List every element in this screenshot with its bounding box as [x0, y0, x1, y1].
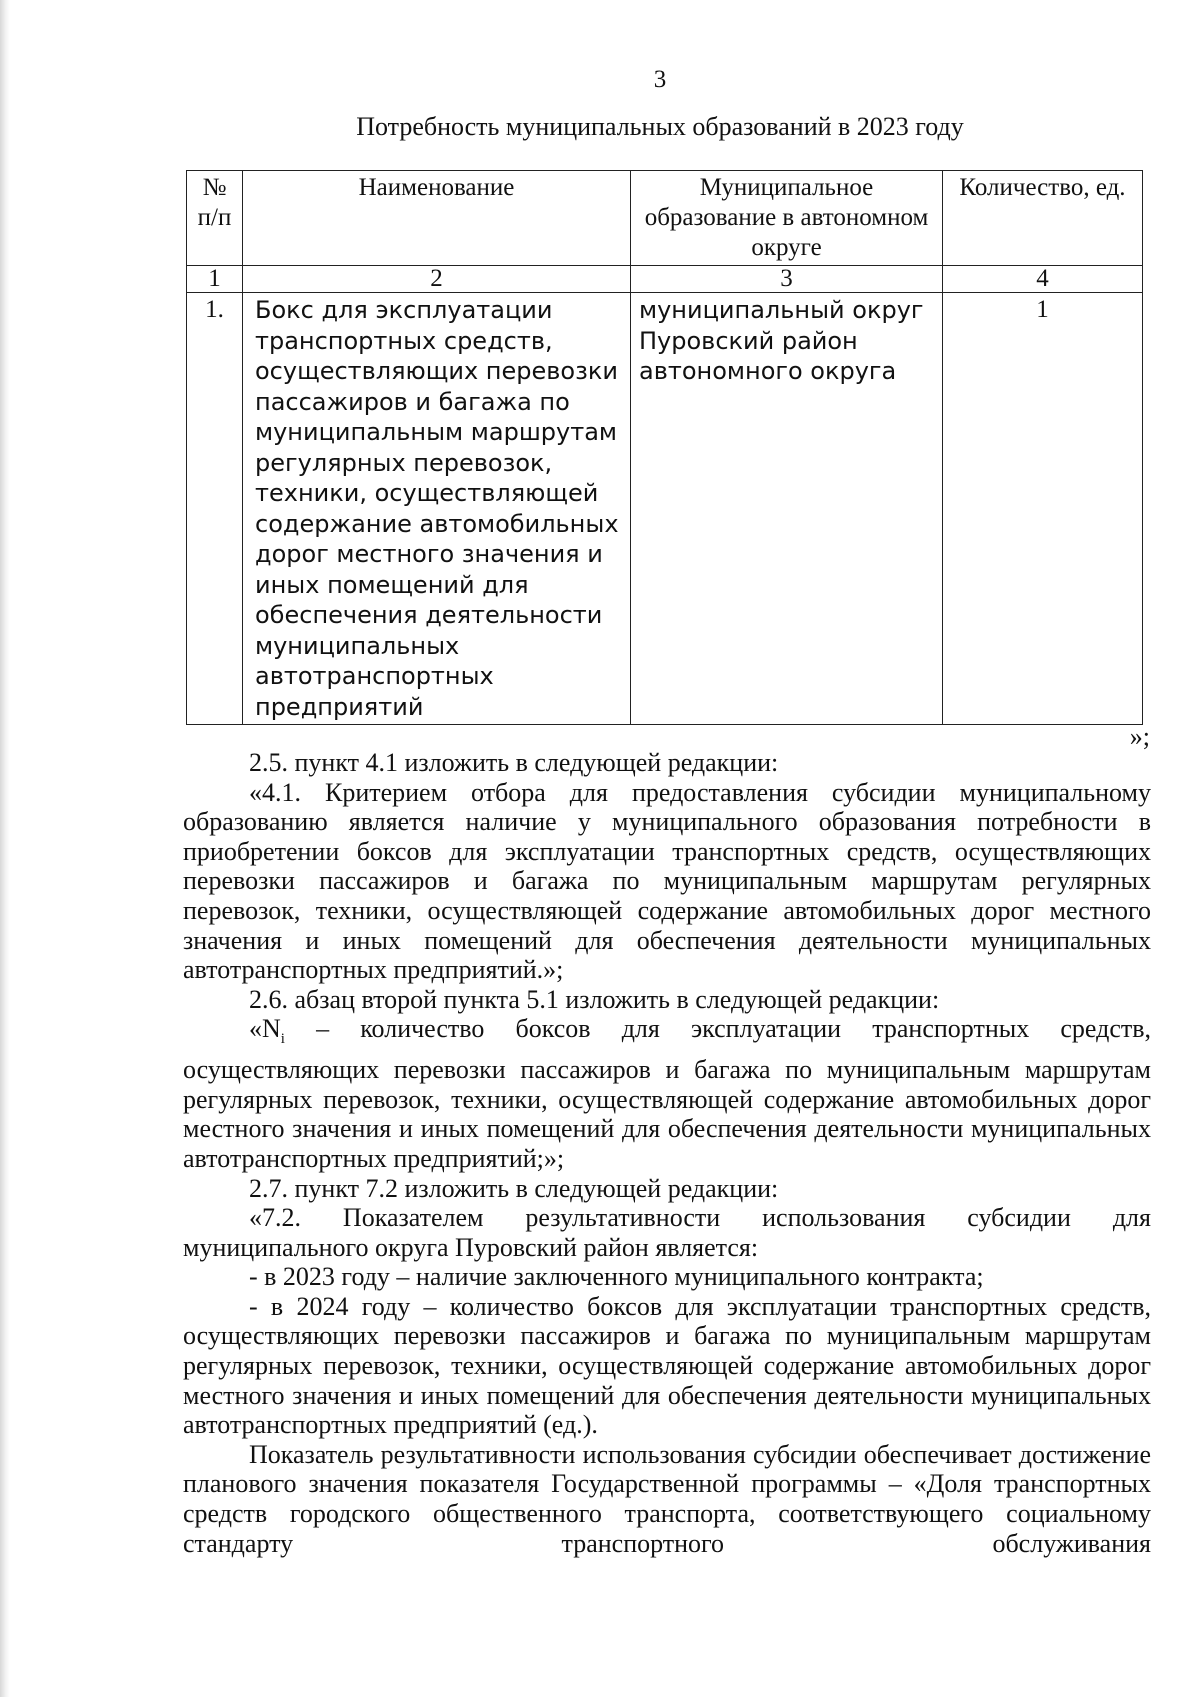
paragraph-4-1-text: «4.1. Критерием отбора для предоставления субсидии муниципальному образованию является наличие у муниципального образования потребности в приобретении боксов для эксплуатации транспортных средств, осуществляющих перевозки пассажиров и багажа по муниципальным маршрутам регулярных перевозок, техники, осуществляющей содержание автомобильных дорог местного значения и иных помещений для обеспечения деятельности муниципальных автотранспортных предприятий.»; [183, 777, 1151, 985]
ni-rest: – количество боксов для эксплуатации транспортных средств, осуществляющих перевозки пассажиров и багажа по муниципальным маршрутам регулярных перевозок, техники, осуществляющей содержание автомобильных дорог местного значения и иных помещений для обеспечения деятельности муниципальных автотранспортных предприятий;»; [183, 1014, 1151, 1173]
paragraph-2-6: 2.6. абзац второй пункта 5.1 изложить в следующей редакции: [249, 984, 940, 1014]
paragraph-7-2-text: «7.2. Показателем результативности использования субсидии для муниципального округа Пуровский район является: [183, 1203, 1151, 1262]
header-cell-municipality: Муниципальное образование в автономном округе [631, 171, 943, 266]
column-number-cell: 2 [243, 266, 631, 293]
paragraph-2-5: 2.5. пункт 4.1 изложить в следующей редакции: [249, 748, 779, 777]
ni-subscript: i [280, 1031, 285, 1048]
body-text [183, 748, 1151, 1558]
row-quantity-cell: 1 [943, 293, 1143, 725]
ni-open: «N [249, 1014, 281, 1044]
row-number-cell: 1. [187, 293, 243, 725]
header-cell-number: № п/п [187, 171, 243, 266]
column-number-cell: 1 [187, 266, 243, 293]
scan-edge-shadow [0, 0, 10, 1697]
paragraph-indicator: Показатель результативности использования субсидии обеспечивает достижение планового значения показателя Государственной программы – «Доля транспортных средств городского общественного транспорта, соответствующего социальному стандарту транспортного обслуживания [183, 1439, 1151, 1558]
page-number: 3 [653, 66, 667, 93]
table-row [187, 293, 1143, 725]
header-cell-name: Наименование [243, 171, 631, 266]
column-number-cell: 4 [943, 266, 1143, 293]
column-number-cell: 3 [631, 266, 943, 293]
header-cell-quantity: Количество, ед. [943, 171, 1143, 266]
row-municipality-cell [631, 293, 943, 725]
table-header-row [187, 171, 1143, 266]
paragraph-2024-item: - в 2024 году – количество боксов для эксплуатации транспортных средств, осуществляющих перевозки пассажиров и багажа по муниципальным маршрутам регулярных перевозок, техники, осуществляющей содержание автомобильных дорог местного значения и иных помещений для обеспечения деятельности муниципальных автотранспортных предприятий (ед.). [183, 1291, 1151, 1440]
paragraph-2023-item: - в 2023 году – наличие заключенного муниципального контракта; [249, 1262, 984, 1292]
table-column-number-row [187, 266, 1143, 293]
closing-quote: »; [1129, 722, 1150, 751]
row-name-text: Бокс для эксплуатации транспортных средств, осуществляющих перевозки пассажиров и багажа по муниципальным маршрутам регулярных перевозок, техники, осуществляющей содержание автомобильных дорог местного значения и иных помещений для обеспечения деятельности муниципальных автотранспортных предприятий [255, 296, 619, 721]
row-municipality-text: муниципальный округ Пуровский район автономного округа [639, 296, 924, 385]
row-name-cell [243, 293, 631, 725]
needs-table [186, 170, 1143, 725]
paragraph-2-7: 2.7. пункт 7.2 изложить в следующей редакции: [249, 1173, 779, 1203]
table-title: Потребность муниципальных образований в 2023 году [356, 112, 964, 141]
paragraph-ni-definition [183, 1014, 1151, 1173]
